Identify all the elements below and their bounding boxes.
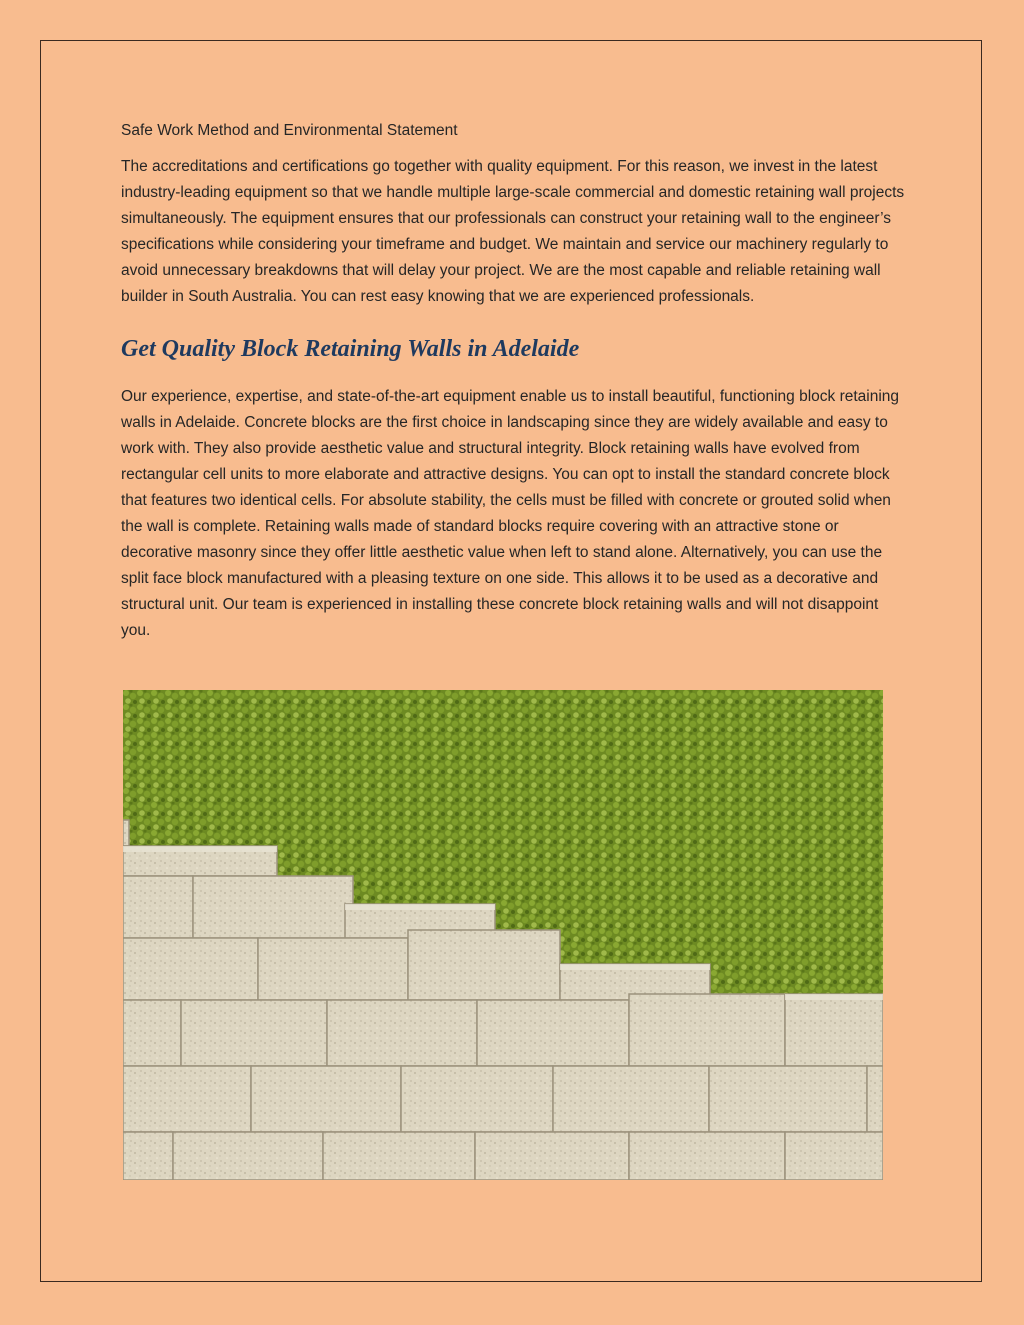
document-body — [121, 118, 911, 644]
paragraph-block-walls: Our experience, expertise, and state-of-the-art equipment enable us to install beautiful, functioning block retaining walls in Adelaide. Concrete blocks are the first choice in landscaping since they are widely available and easy to work with. They also provide aesthetic value and structural integrity. Block retaining walls have evolved from rectangular cell units to more elaborate and attractive designs. You can opt to install the standard concrete block that features two identical cells. For absolute stability, the cells must be filled with concrete or grouted solid when the wall is complete. Retaining walls made of standard blocks require covering with an attractive stone or decorative masonry since they offer little aesthetic value when left to stand alone. Alternatively, you can use the split face block manufactured with a pleasing texture on one side. This allows it to be used as a decorative and structural unit. Our team is experienced in installing these concrete block retaining walls and will not disappoint you. — [121, 388, 900, 639]
retaining-wall-photo — [123, 690, 883, 1180]
section-title: Safe Work Method and Environmental Statement — [121, 122, 458, 139]
paragraph-equipment: The accreditations and certifications go together with quality equipment. For this reason, we invest in the latest industry-leading equipment so that we handle multiple large-scale commercial and domestic retaining wall projects simultaneously. The equipment ensures that our professionals can construct your retaining wall to the engineer’s specifications while considering your timeframe and budget. We maintain and service our machinery regularly to avoid unnecessary breakdowns that will delay your project. We are the most capable and reliable retaining wall builder in South Australia. You can rest easy knowing that we are experienced professionals. — [121, 158, 905, 305]
section-heading: Get Quality Block Retaining Walls in Adelaide — [121, 336, 580, 362]
